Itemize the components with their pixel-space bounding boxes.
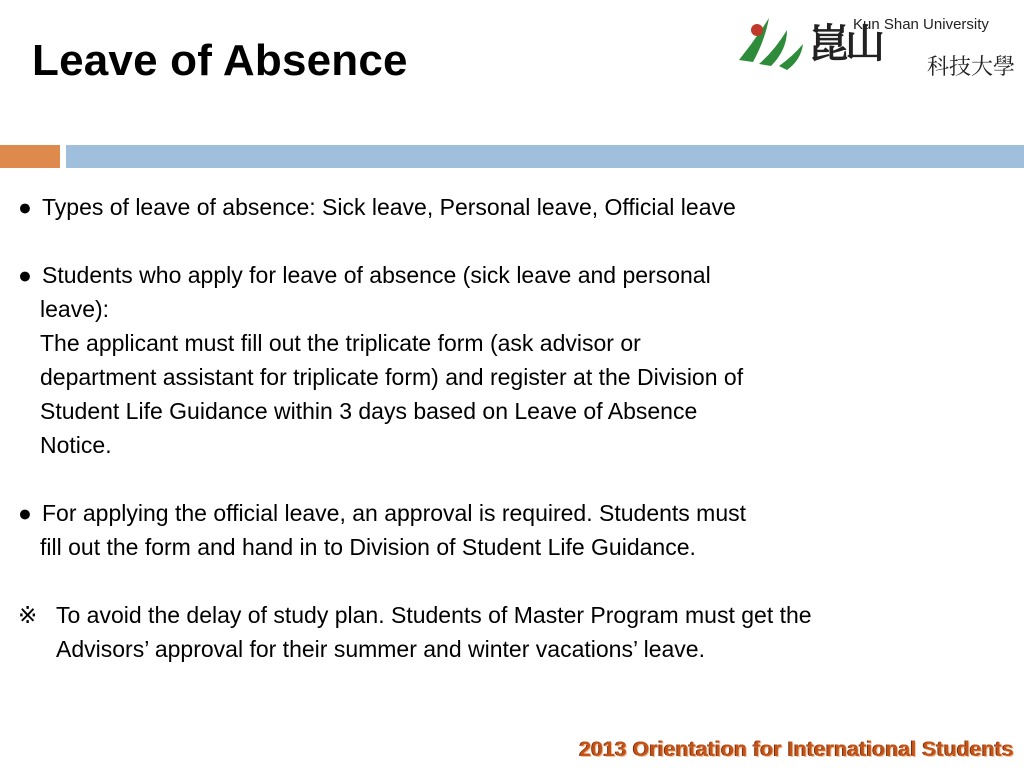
kun-shan-emblem-icon: [735, 10, 807, 72]
bullet-text: Students who apply for leave of absence (sick leave and personal: [42, 262, 711, 288]
note-text: To avoid the delay of study plan. Students of Master Program must get the: [56, 602, 812, 628]
slide-title: Leave of Absence: [32, 36, 408, 85]
slide-content: [18, 190, 1008, 666]
bullet-continuation: Notice.: [40, 432, 112, 458]
reference-mark-icon: ※: [18, 602, 38, 628]
note-text: Advisors’ approval for their summer and winter vacations’ leave.: [56, 636, 705, 662]
bullet-continuation: Student Life Guidance within 3 days based on Leave of Absence: [40, 398, 698, 424]
logo-chinese-large: 崑山: [809, 20, 881, 67]
footer-banner: 2013 Orientation for International Students: [579, 738, 1014, 761]
bullet-continuation: The applicant must fill out the triplicate form (ask advisor or: [40, 330, 641, 356]
bullet-icon: ●: [18, 194, 32, 220]
bullet-icon: ●: [18, 500, 32, 526]
logo-english-name: Kun Shan University: [853, 16, 989, 33]
bullet-text: Types of leave of absence: Sick leave, Personal leave, Official leave: [42, 194, 736, 220]
accent-bar-blue: [66, 145, 1024, 168]
bullet-continuation: department assistant for triplicate form) and register at the Division of: [40, 364, 744, 390]
university-logo: [735, 6, 1016, 80]
bullet-continuation: leave):: [40, 296, 110, 322]
logo-chinese-small: 科技大學: [927, 55, 1016, 80]
bullet-text: For applying the official leave, an approval is required. Students must: [42, 500, 747, 526]
bullet-item: [18, 190, 1008, 224]
bullet-continuation: fill out the form and hand in to Division of Student Life Guidance.: [40, 534, 696, 560]
note-item: [18, 598, 1008, 666]
accent-bar-orange: [0, 145, 60, 168]
bullet-icon: ●: [18, 262, 32, 288]
bullet-item: [18, 496, 1008, 564]
bullet-item: [18, 258, 1008, 462]
